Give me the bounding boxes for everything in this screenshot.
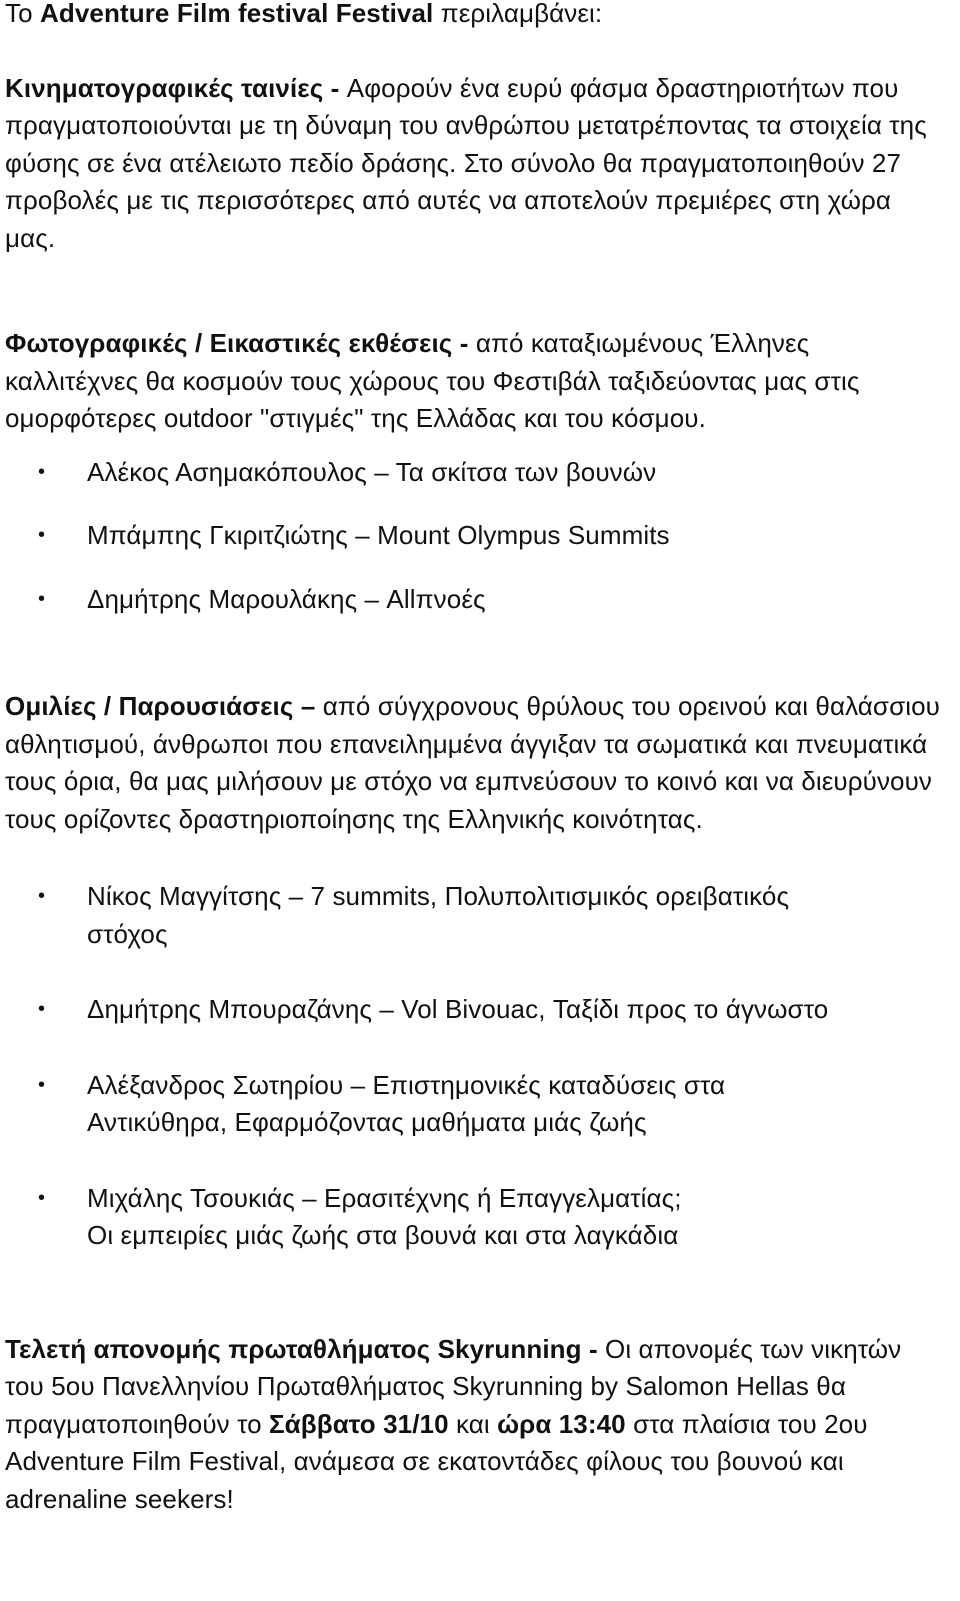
talk-item-line: Οι εμπειρίες μιάς ζωής στα βουνά και στα λαγκάδια (87, 1220, 679, 1250)
talk-item-line: Δημήτρης Μπουραζάνης – Vol Bivouac, Ταξίδι προς το άγνωστο (87, 994, 829, 1024)
bullet-icon: • (38, 460, 46, 483)
ceremony-text: στα πλαίσια του 2ου Adventure Film Festival, ανάμεσα σε εκατοντάδες φίλους του βουνού και adrenaline seekers! (5, 1408, 868, 1514)
bullet-icon: • (38, 1073, 46, 1096)
list-item (5, 454, 946, 492)
exhibition-item-text: Δημήτρης Μαρουλάκης – Allπνοές (87, 583, 486, 614)
talk-item-line: Αντικύθηρα, Εφαρμόζοντας μαθήματα μιάς ζωής (87, 1107, 647, 1137)
intro-suffix: περιλαμβάνει: (433, 0, 603, 28)
exhibitions-list (5, 454, 946, 619)
films-heading: Κινηματογραφικές ταινίες - (5, 72, 347, 103)
intro-paragraph (5, 0, 946, 33)
bullet-icon: • (38, 1186, 46, 1209)
ceremony-paragraph (5, 1331, 946, 1519)
talks-text: από σύγχρονους θρύλους του ορεινού και θαλάσσιου αθλητισμού, άνθρωποι που επανειλημμένα άγγιξαν τα σωματικά και πνευματικά τους όρια, θα μας μιλήσουν με στόχο να εμπνεύσουν το κοινό και να διευρύνουν τους ορίζοντες δραστηριοποίησης της Ελληνικής κοινότητας. (5, 691, 940, 834)
bullet-icon: • (38, 998, 46, 1020)
talk-item-line: Νίκος Μαγγίτσης – 7 summits, Πολυπολιτισμικός ορειβατικός (87, 881, 790, 911)
bullet-icon: • (38, 524, 46, 546)
talk-item-line: στόχος (87, 918, 168, 949)
talks-heading: Ομιλίες / Παρουσιάσεις – (5, 691, 323, 721)
exhibitions-paragraph (5, 325, 946, 438)
list-item (5, 581, 946, 619)
intro-prefix: Το (5, 0, 41, 28)
ceremony-heading: Τελετή απονομής πρωταθλήματος Skyrunning - (5, 1333, 606, 1364)
list-item (5, 991, 946, 1029)
films-paragraph (5, 70, 946, 258)
ceremony-date: Σάββατο 31/10 (268, 1408, 449, 1439)
list-item (5, 1067, 946, 1142)
ceremony-time: ώρα 13:40 (497, 1408, 626, 1439)
talks-list (5, 878, 946, 1255)
ceremony-text: και (448, 1408, 498, 1439)
talks-paragraph (5, 688, 946, 838)
festival-name: Adventure Film festival Festival (40, 0, 434, 28)
list-item (5, 878, 946, 953)
bullet-icon: • (38, 587, 46, 610)
list-item (5, 1180, 946, 1255)
talk-item-line: Μιχάλης Τσουκιάς – Ερασιτέχνης ή Επαγγελματίας; (87, 1182, 682, 1213)
ceremony-text: Οι απονομές των νικητών του 5ου Πανελληνίου Πρωταθλήματος Skyrunning by Salomon Hellas θα πραγματοποιηθούν το (5, 1333, 902, 1439)
talk-item-line: Αλέξανδρος Σωτηρίου – Επιστημονικές καταδύσεις στα (87, 1069, 726, 1100)
films-text: Αφορούν ένα ευρύ φάσμα δραστηριοτήτων που πραγματοποιούνται με τη δύναμη του ανθρώπου μετατρέποντας τα στοιχεία της φύσης σε ένα ατέλειωτο πεδίο δράσης. Στο σύνολο θα πραγματοποιηθούν 27 προβολές με τις περισσότερες από αυτές να αποτελούν πρεμιέρες στη χώρα μας. (5, 72, 927, 253)
exhibitions-heading: Φωτογραφικές / Εικαστικές εκθέσεις - (5, 328, 476, 358)
exhibitions-text: από καταξιωμένους Έλληνες καλλιτέχνες θα κοσμούν τους χώρους του Φεστιβάλ ταξιδεύοντας μας στις ομορφότερες outdoor "στιγμές" της Ελλάδας και του κόσμου. (5, 328, 860, 433)
bullet-icon: • (38, 885, 46, 907)
exhibition-item-text: Μπάμπης Γκιριτζιώτης – Mount Olympus Summits (87, 520, 670, 550)
list-item (5, 517, 946, 555)
exhibition-item-text: Αλέκος Ασημακόπουλος – Τα σκίτσα των βουνών (87, 456, 657, 487)
